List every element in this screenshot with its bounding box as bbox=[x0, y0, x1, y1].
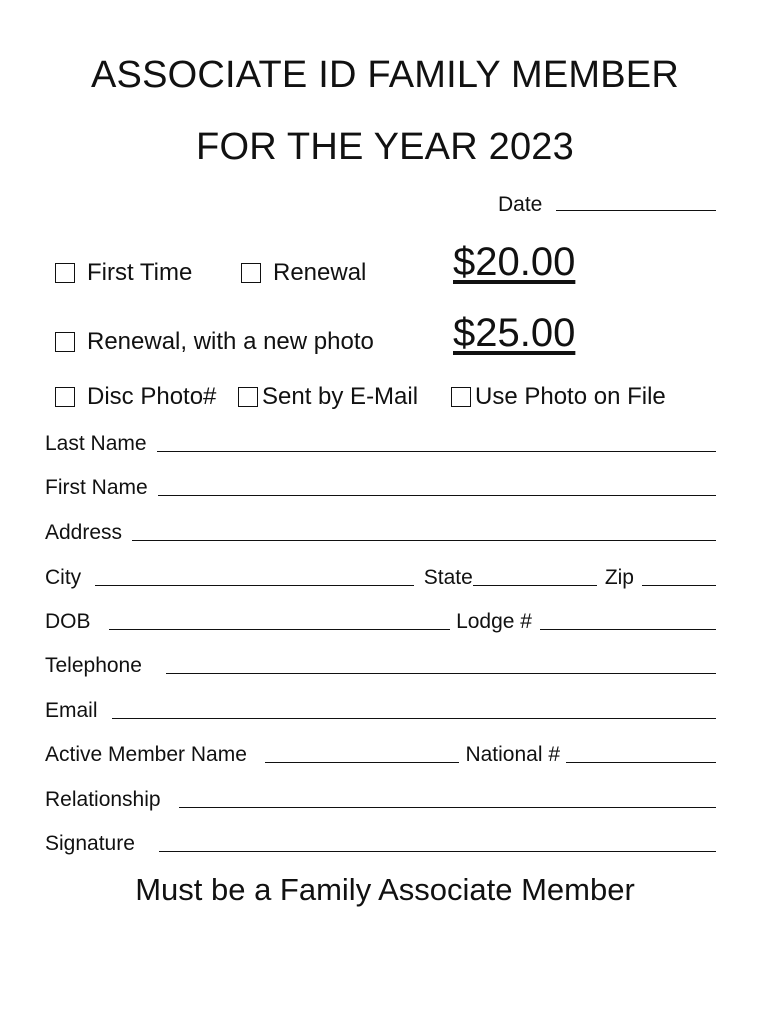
email-line[interactable] bbox=[112, 717, 716, 719]
first-time-checkbox[interactable] bbox=[55, 263, 75, 283]
option-sent-by-email[interactable] bbox=[238, 383, 418, 411]
relationship-line[interactable] bbox=[179, 806, 716, 808]
first-time-label: First Time bbox=[87, 259, 193, 286]
form-title: ASSOCIATE ID FAMILY MEMBER bbox=[91, 54, 679, 96]
last-name-line[interactable] bbox=[157, 450, 716, 452]
use-photo-on-file-checkbox[interactable] bbox=[451, 387, 471, 407]
renewal-new-photo-price: $25.00 bbox=[453, 311, 576, 355]
national-line[interactable] bbox=[566, 761, 716, 763]
renewal-label: Renewal bbox=[273, 259, 367, 286]
option-renewal[interactable] bbox=[241, 259, 366, 287]
disc-photo-label: Disc Photo# bbox=[87, 383, 217, 410]
first-name-line[interactable] bbox=[158, 494, 716, 496]
option-renewal-new-photo[interactable] bbox=[55, 328, 374, 356]
city-state-zip-row bbox=[45, 562, 716, 590]
city-label: City bbox=[45, 566, 82, 589]
sent-by-email-label: Sent by E-Mail bbox=[262, 383, 419, 410]
address-line[interactable] bbox=[132, 539, 716, 541]
signature-line[interactable] bbox=[159, 850, 716, 852]
option-disc-photo[interactable] bbox=[55, 383, 216, 411]
option-use-photo-on-file[interactable] bbox=[451, 383, 666, 411]
renewal-price: $20.00 bbox=[453, 240, 576, 284]
email-field[interactable] bbox=[45, 695, 716, 723]
dob-lodge-row bbox=[45, 606, 716, 634]
last-name-label: Last Name bbox=[45, 432, 147, 455]
city-line[interactable] bbox=[95, 584, 414, 586]
renewal-new-photo-label: Renewal, with a new photo bbox=[87, 328, 374, 355]
telephone-field[interactable] bbox=[45, 650, 716, 678]
date-field[interactable] bbox=[498, 193, 716, 217]
active-member-name-label: Active Member Name bbox=[45, 743, 247, 766]
state-label: State bbox=[423, 566, 473, 589]
dob-line[interactable] bbox=[109, 628, 451, 630]
last-name-field[interactable] bbox=[45, 428, 716, 456]
first-name-label: First Name bbox=[45, 476, 148, 499]
telephone-label: Telephone bbox=[45, 654, 142, 677]
telephone-line[interactable] bbox=[166, 672, 716, 674]
signature-label: Signature bbox=[45, 832, 135, 855]
date-label: Date bbox=[498, 193, 543, 216]
active-member-national-row bbox=[45, 739, 716, 767]
national-label: National # bbox=[465, 743, 560, 766]
first-name-field[interactable] bbox=[45, 472, 716, 500]
relationship-field[interactable] bbox=[45, 784, 716, 812]
zip-label: Zip bbox=[604, 566, 634, 589]
zip-line[interactable] bbox=[642, 584, 716, 586]
dob-label: DOB bbox=[45, 610, 91, 633]
lodge-label: Lodge # bbox=[456, 610, 532, 633]
footer-note: Must be a Family Associate Member bbox=[135, 872, 635, 907]
renewal-new-photo-checkbox[interactable] bbox=[55, 332, 75, 352]
email-label: Email bbox=[45, 699, 98, 722]
date-line[interactable] bbox=[556, 210, 716, 211]
renewal-checkbox[interactable] bbox=[241, 263, 261, 283]
use-photo-on-file-label: Use Photo on File bbox=[475, 383, 666, 410]
lodge-line[interactable] bbox=[540, 628, 716, 630]
relationship-label: Relationship bbox=[45, 788, 161, 811]
address-label: Address bbox=[45, 521, 123, 544]
address-field[interactable] bbox=[45, 517, 716, 545]
form-subtitle-year: FOR THE YEAR 2023 bbox=[196, 126, 574, 168]
active-member-name-line[interactable] bbox=[265, 761, 460, 763]
state-line[interactable] bbox=[473, 584, 597, 586]
option-first-time[interactable] bbox=[55, 259, 192, 287]
sent-by-email-checkbox[interactable] bbox=[238, 387, 258, 407]
disc-photo-checkbox[interactable] bbox=[55, 387, 75, 407]
signature-field[interactable] bbox=[45, 828, 716, 856]
